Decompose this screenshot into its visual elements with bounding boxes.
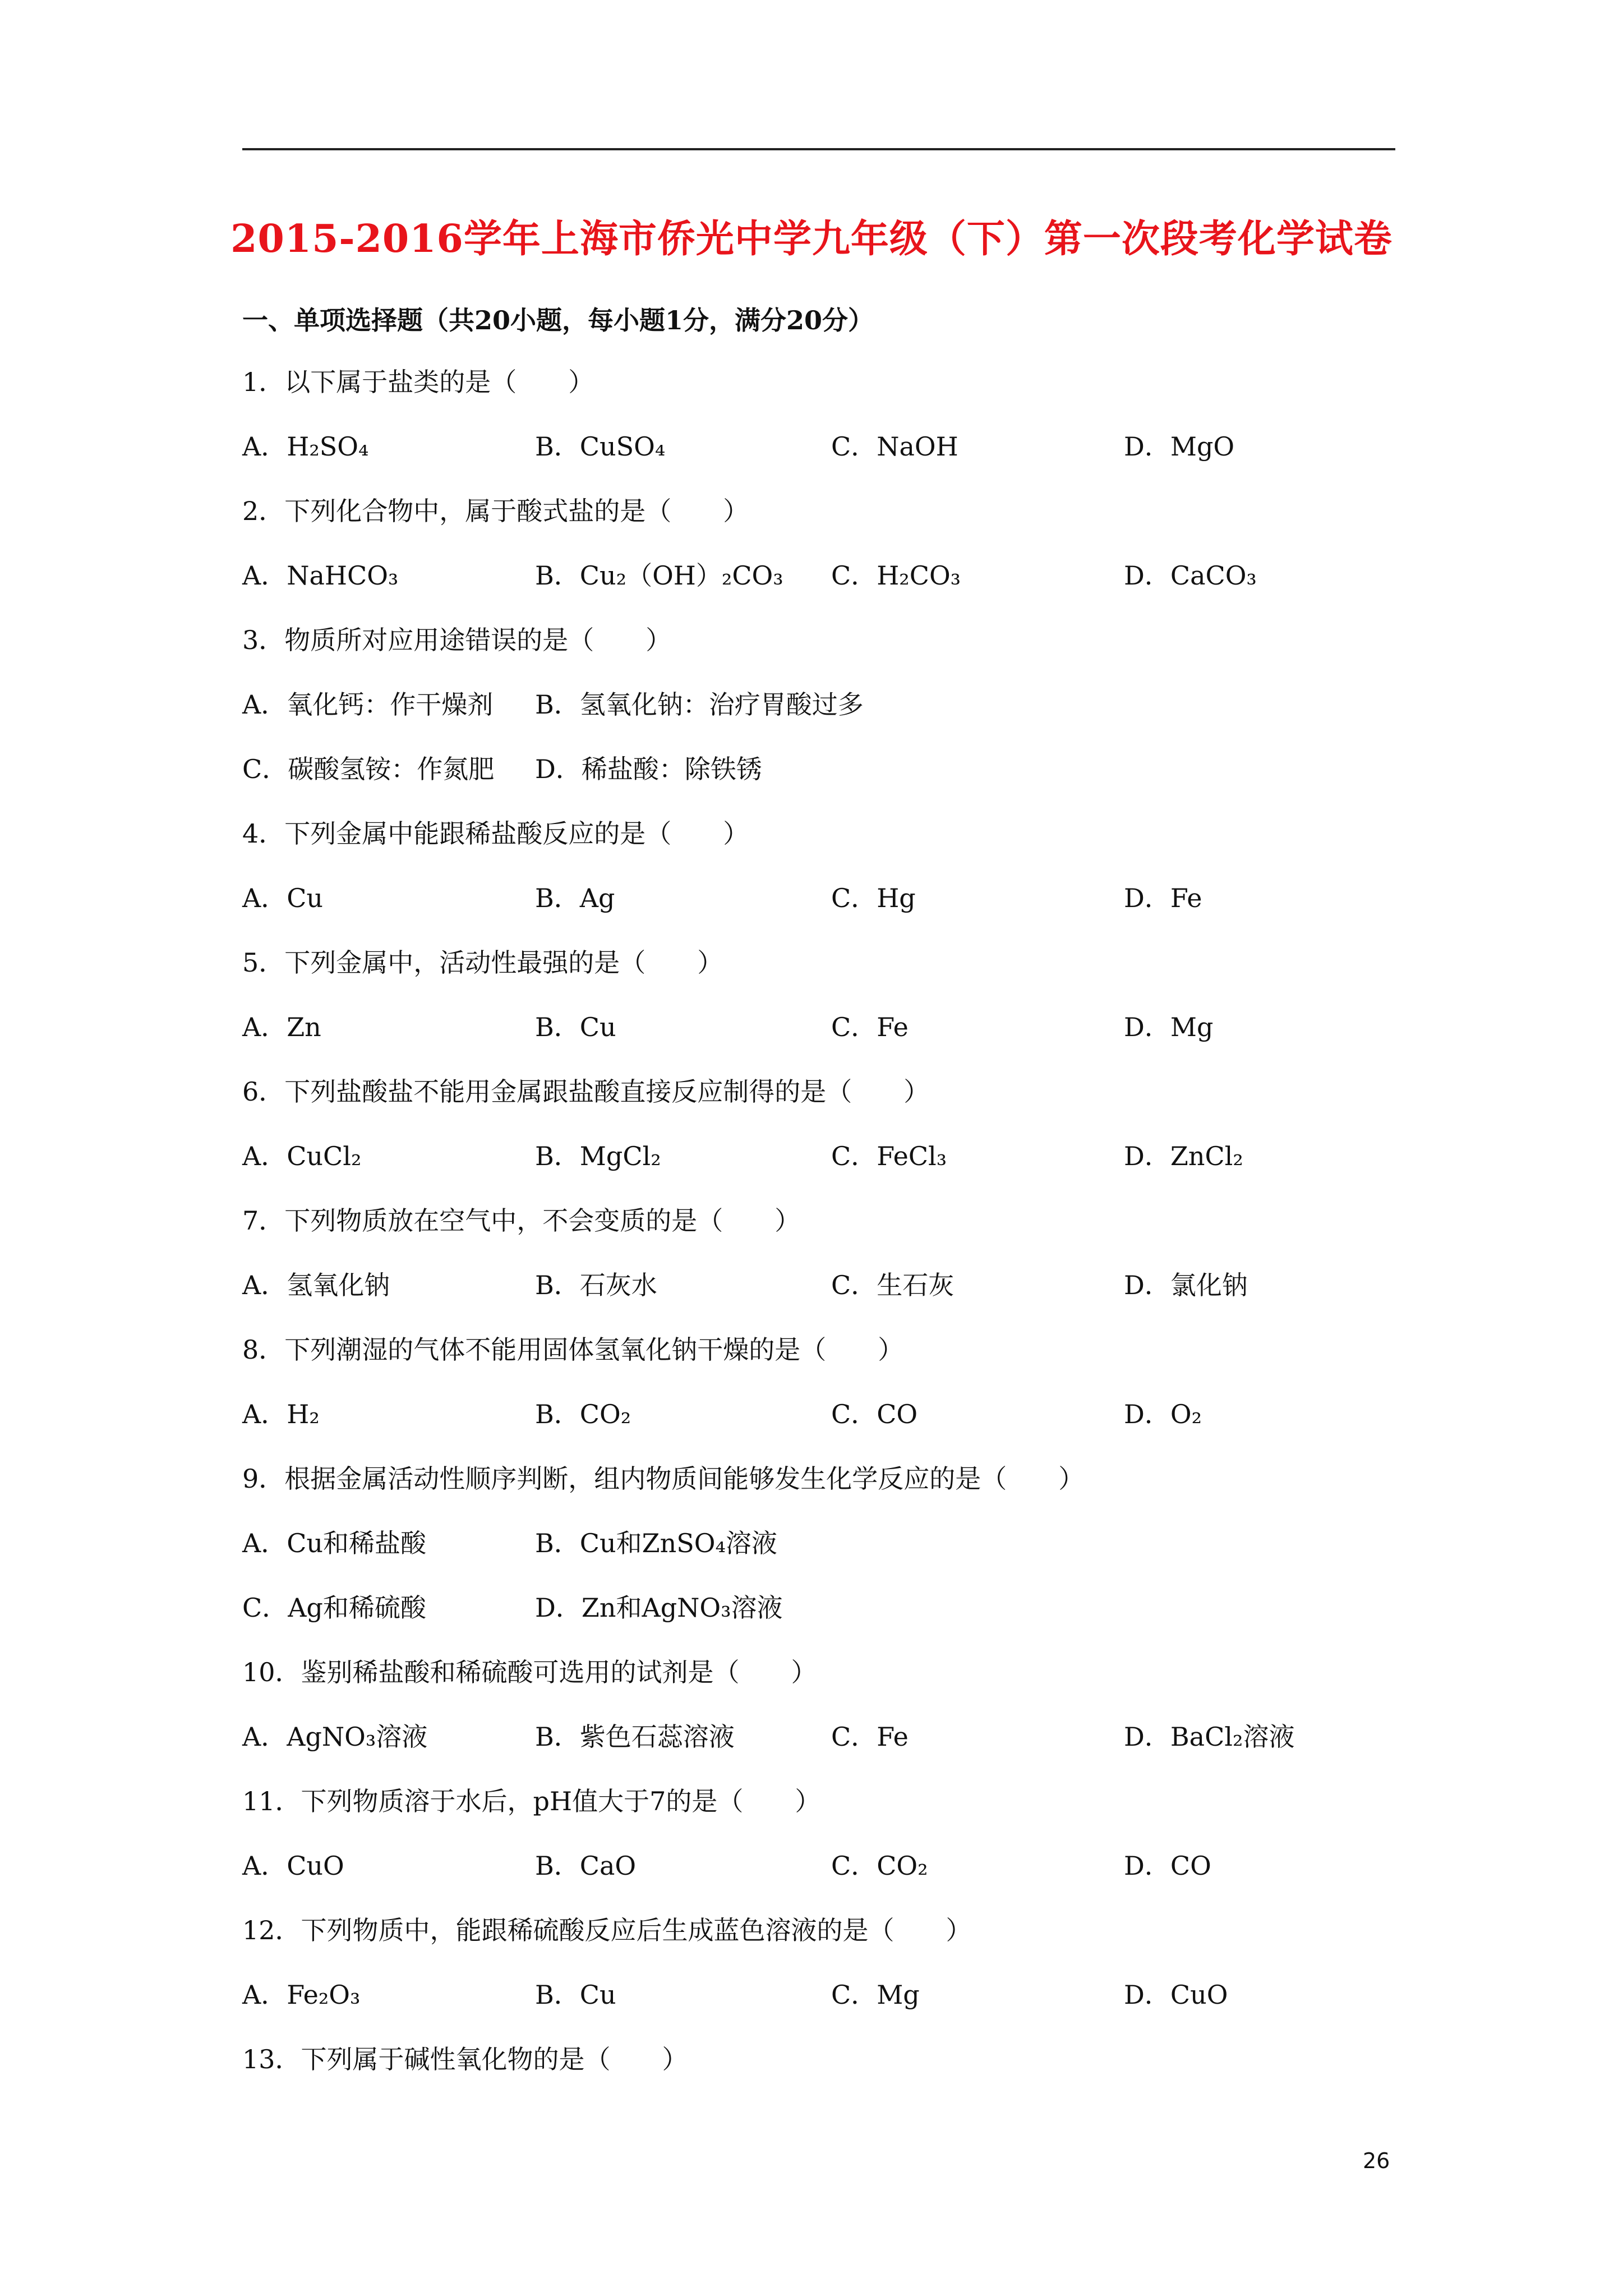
option-a: A．AgNO₃溶液: [242, 1722, 428, 1752]
question-2-options: [242, 555, 1398, 589]
option-c: C．CO₂: [831, 1851, 928, 1881]
question-8-options: [242, 1394, 1398, 1428]
option-c: C．Ag和稀硫酸: [242, 1593, 426, 1623]
option-a: A．Cu: [242, 883, 324, 913]
option-c: C．FeCl₃: [831, 1141, 947, 1171]
option-d: D．CaCO₃: [1124, 560, 1257, 591]
option-d: D．稀盐酸：除铁锈: [535, 754, 762, 784]
option-a: A．H₂SO₄: [242, 431, 369, 462]
question-12-options: [242, 1975, 1398, 2008]
page-title: 2015-2016学年上海市侨光中学九年级（下）第一次段考化学试卷: [230, 217, 1393, 261]
question-7-options: [242, 1265, 1398, 1299]
question-3-options-row1: [242, 684, 1398, 718]
question-9-options-row2: [242, 1588, 1398, 1621]
option-b: B．CuSO₄: [535, 431, 666, 462]
question-1-options: [242, 426, 1398, 460]
question-8-stem: 8．下列潮湿的气体不能用固体氢氧化钠干燥的是（ ）: [242, 1335, 904, 1365]
option-b: B．紫色石蕊溶液: [535, 1722, 735, 1752]
option-b: B．Cu: [535, 1980, 616, 2010]
option-a: A．氢氧化钠: [242, 1270, 390, 1300]
option-b: B．Cu: [535, 1012, 616, 1042]
option-b: B．Ag: [535, 883, 615, 913]
option-d: D．Zn和AgNO₃溶液: [535, 1593, 783, 1623]
option-d: D．Fe: [1124, 883, 1202, 913]
question-9-stem: 9．根据金属活动性顺序判断，组内物质间能够发生化学反应的是（ ）: [242, 1464, 1085, 1494]
option-a: A．氧化钙：作干燥剂: [242, 689, 494, 720]
question-6-options: [242, 1136, 1398, 1170]
question-10-stem: 10．鉴别稀盐酸和稀硫酸可选用的试剂是（ ）: [242, 1657, 817, 1687]
question-4-stem: 4．下列金属中能跟稀盐酸反应的是（ ）: [242, 818, 749, 849]
option-b: B．CaO: [535, 1851, 637, 1881]
page-number: 26: [1363, 2148, 1390, 2173]
question-1-stem: 1．以下属于盐类的是（ ）: [242, 367, 594, 397]
question-12-stem: 12．下列物质中，能跟稀硫酸反应后生成蓝色溶液的是（ ）: [242, 1915, 972, 1945]
option-b: B．石灰水: [535, 1270, 657, 1300]
option-c: C．生石灰: [831, 1270, 955, 1300]
option-a: A．CuCl₂: [242, 1141, 362, 1171]
option-c: C．H₂CO₃: [831, 560, 961, 591]
option-c: C．碳酸氢铵：作氮肥: [242, 754, 495, 784]
option-d: D．BaCl₂溶液: [1124, 1722, 1295, 1752]
header-rule: [242, 148, 1395, 150]
question-9-options-row1: [242, 1523, 1398, 1557]
section-heading: 一、单项选择题（共20小题，每小题1分，满分20分）: [242, 305, 874, 335]
option-d: D．MgO: [1124, 431, 1235, 462]
option-d: D．O₂: [1124, 1399, 1202, 1429]
question-13-stem: 13．下列属于碱性氧化物的是（ ）: [242, 2044, 688, 2074]
question-11-options: [242, 1846, 1398, 1879]
question-7-stem: 7．下列物质放在空气中，不会变质的是（ ）: [242, 1205, 801, 1236]
question-5-stem: 5．下列金属中，活动性最强的是（ ）: [242, 947, 723, 978]
question-3-stem: 3．物质所对应用途错误的是（ ）: [242, 625, 672, 655]
question-11-stem: 11．下列物质溶于水后，pH值大于7的是（ ）: [242, 1786, 821, 1816]
option-d: D．氯化钠: [1124, 1270, 1248, 1300]
option-d: D．CO: [1124, 1851, 1211, 1881]
option-a: A．CuO: [242, 1851, 344, 1881]
question-5-options: [242, 1007, 1398, 1041]
option-c: C．Fe: [831, 1722, 909, 1752]
option-a: A．Zn: [242, 1012, 321, 1042]
option-b: B．Cu和ZnSO₄溶液: [535, 1528, 777, 1558]
option-c: C．Fe: [831, 1012, 909, 1042]
option-a: A．H₂: [242, 1399, 320, 1429]
option-b: B．CO₂: [535, 1399, 631, 1429]
option-d: D．ZnCl₂: [1124, 1141, 1243, 1171]
option-a: A．NaHCO₃: [242, 560, 399, 591]
question-3-options-row2: [242, 749, 1398, 783]
option-b: B．MgCl₂: [535, 1141, 661, 1171]
option-b: B．氢氧化钠：治疗胃酸过多: [535, 689, 864, 720]
option-a: A．Cu和稀盐酸: [242, 1528, 427, 1558]
option-c: C．CO: [831, 1399, 918, 1429]
question-6-stem: 6．下列盐酸盐不能用金属跟盐酸直接反应制得的是（ ）: [242, 1076, 930, 1107]
question-4-options: [242, 878, 1398, 912]
question-2-stem: 2．下列化合物中，属于酸式盐的是（ ）: [242, 496, 749, 526]
question-10-options: [242, 1717, 1398, 1750]
option-b: B．Cu₂（OH）₂CO₃: [535, 560, 783, 591]
option-a: A．Fe₂O₃: [242, 1980, 361, 2010]
option-c: C．NaOH: [831, 431, 958, 462]
option-c: C．Mg: [831, 1980, 920, 2010]
option-c: C．Hg: [831, 883, 916, 913]
option-d: D．CuO: [1124, 1980, 1228, 2010]
option-d: D．Mg: [1124, 1012, 1214, 1042]
